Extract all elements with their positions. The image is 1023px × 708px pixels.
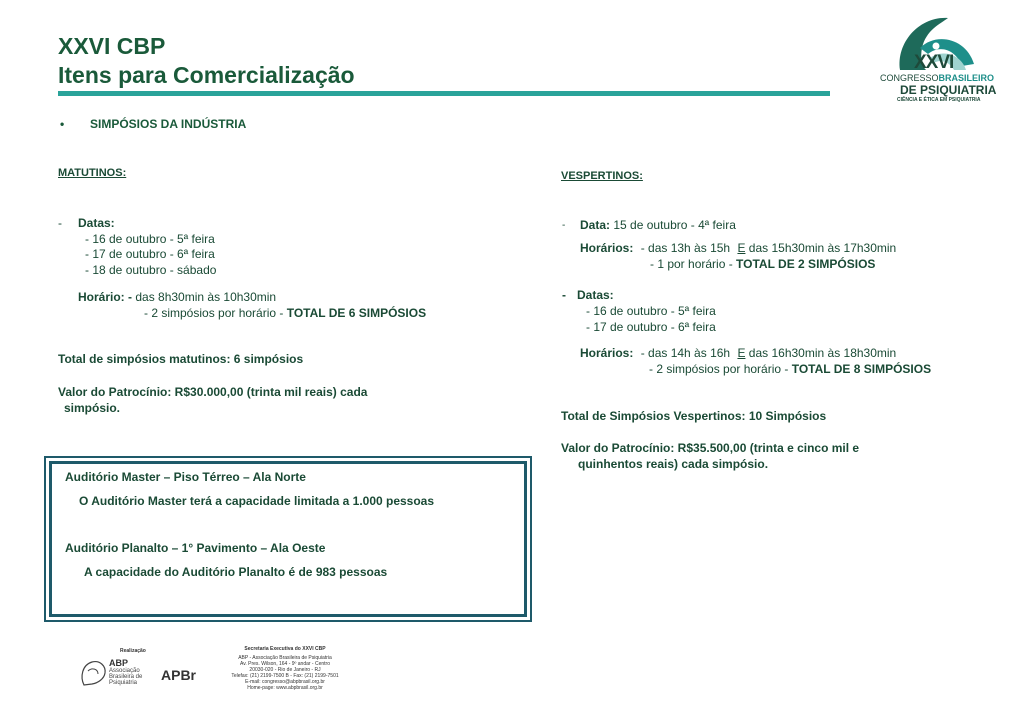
vespertinos-data-dash: - (562, 220, 566, 231)
vespertinos-horarios2-e: E (737, 346, 746, 360)
section-bullet: • (60, 117, 65, 131)
vespertinos-horarios2-label: Horários: (580, 346, 634, 360)
section-heading: SIMPÓSIOS DA INDÚSTRIA (90, 117, 247, 131)
matutinos-valor-1: Valor do Patrocínio: R$30.000,00 (trinta mil reais) cada (58, 385, 368, 399)
secretaria-line-3: 20030-020 - Rio de Janeiro - RJ (249, 667, 321, 673)
matutinos-heading: MATUTINOS: (58, 167, 127, 179)
vespertinos-heading: VESPERTINOS: (561, 170, 643, 182)
matutinos-horario-label: Horário: - (78, 290, 132, 304)
auditorio-master-capacity: O Auditório Master terá a capacidade limitada a 1.000 pessoas (79, 494, 435, 508)
logo-tagline: CIÊNCIA E ÉTICA EM PSIQUIATRIA (897, 97, 981, 103)
matutinos-date-1: - 16 de outubro - 5ª feira (85, 232, 215, 246)
secretaria-line-1: ABP - Associação Brasileira de Psiquiatria (238, 655, 332, 661)
vespertinos-valor-2: quinhentos reais) cada simpósio. (578, 457, 769, 471)
footer-realizacao: Realização (120, 648, 146, 654)
matutinos-summary: Total de simpósios matutinos: 6 simpósios (58, 352, 304, 366)
logo-numeral: XXVI (914, 52, 954, 73)
logo-brasileiro: BRASILEIRO (938, 73, 995, 83)
matutinos-datas-label: Datas: (78, 216, 115, 230)
secretaria-title: Secretaria Executiva do XXVI CBP (244, 646, 326, 652)
auditorio-master-title: Auditório Master – Piso Térreo – Ala Norte (65, 470, 306, 484)
abp-logo (78, 657, 158, 689)
logo-psiquiatria: DE PSIQUIATRIA (900, 83, 997, 97)
vespertinos-per-horario1: - 1 por horário - (650, 257, 733, 271)
secretaria-line-4: Telefax: (21) 2199-7500 B - Fax: (21) 2199-7501 (231, 673, 339, 679)
matutinos-date-2: - 17 de outubro - 6ª feira (85, 247, 215, 261)
vespertinos-horarios2-b: das 16h30min às 18h30min (748, 346, 897, 360)
matutinos-total: TOTAL DE 6 SIMPÓSIOS (286, 306, 427, 320)
matutinos-datas-dash: - (58, 216, 62, 230)
vespertinos-horarios1-b: das 15h30min às 17h30min (748, 241, 897, 255)
vespertinos-horarios1-a: - das 13h às 15h (640, 241, 731, 255)
abp-name-1: Associação (109, 668, 140, 674)
vespertinos-data-label: Data: (580, 218, 611, 232)
secretaria-line-6: Home-page: www.abpbrasil.org.br (247, 685, 323, 691)
secretaria-line-5: E-mail: congresso@abpbrasil.org.br (245, 679, 325, 685)
abp-head-icon (78, 657, 108, 689)
logo-congresso: CONGRESSO (880, 73, 939, 83)
vespertinos-valor-1: Valor do Patrocínio: R$35.500,00 (trinta e cinco mil e (561, 441, 860, 455)
matutinos-per-horario: - 2 simpósios por horário - (144, 306, 284, 320)
vespertinos-total2: TOTAL DE 8 SIMPÓSIOS (791, 362, 932, 376)
apbr-logo: APBr (161, 667, 197, 683)
vespertinos-datas-dash: - (562, 288, 566, 302)
vespertinos-horarios1-label: Horários: (580, 241, 634, 255)
vespertinos-horarios2-a: - das 14h às 16h (640, 346, 731, 360)
vespertinos-summary: Total de Simpósios Vespertinos: 10 Simpósios (561, 409, 827, 423)
matutinos-date-3: - 18 de outubro - sábado (85, 263, 217, 277)
abp-mark: ABP (109, 658, 129, 668)
vespertinos-date-2: - 17 de outubro - 6ª feira (586, 320, 716, 334)
vespertinos-data-value: 15 de outubro - 4ª feira (613, 218, 736, 232)
vespertinos-total1: TOTAL DE 2 SIMPÓSIOS (736, 257, 876, 271)
abp-name-2: Brasileira de (109, 674, 143, 680)
page-title-line1: XXVI CBP (58, 33, 166, 59)
abp-name-3: Psiquiatria (109, 680, 138, 686)
vespertinos-horarios1-e: E (737, 241, 746, 255)
secretaria-line-2: Av. Pres. Wilson, 164 - 9º andar - Centro (239, 661, 330, 667)
vespertinos-datas-label: Datas: (577, 288, 614, 302)
matutinos-horario-value: das 8h30min às 10h30min (135, 290, 277, 304)
vespertinos-per-horario2: - 2 simpósios por horário - (649, 362, 789, 376)
matutinos-valor-2: simpósio. (64, 401, 121, 415)
title-rule (58, 91, 830, 96)
auditorio-planalto-title: Auditório Planalto – 1° Pavimento – Ala Oeste (65, 541, 326, 555)
vespertinos-date-1: - 16 de outubro - 5ª feira (586, 304, 716, 318)
page-title-line2: Itens para Comercialização (58, 62, 355, 88)
congress-logo (870, 8, 1000, 116)
auditorio-planalto-capacity: A capacidade do Auditório Planalto é de 983 pessoas (84, 565, 388, 579)
